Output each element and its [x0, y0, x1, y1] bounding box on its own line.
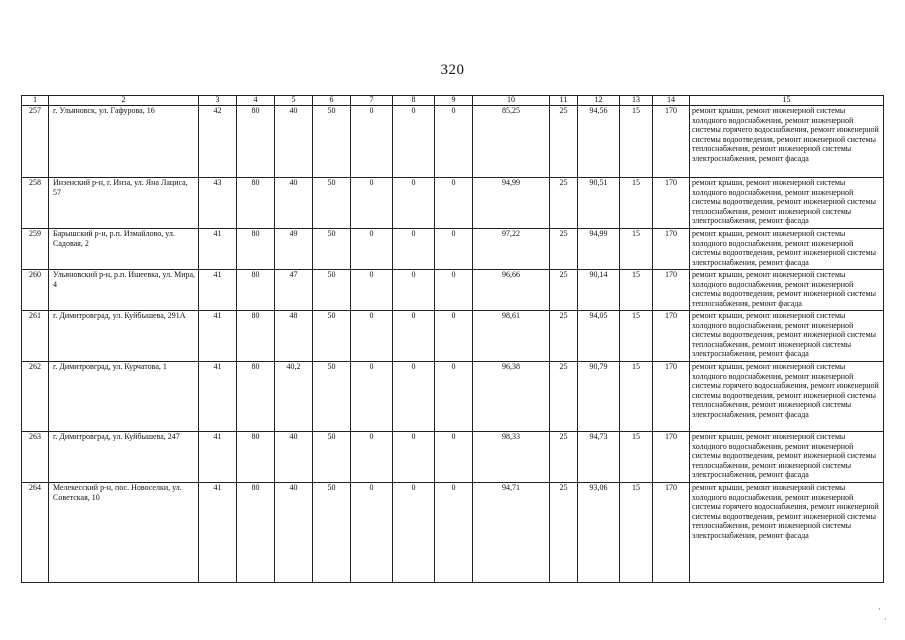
- table-row: [22, 432, 884, 483]
- value-cell: 42: [199, 106, 237, 178]
- value-cell: 98,33: [473, 432, 550, 483]
- value-cell: 0: [351, 311, 393, 362]
- value-cell: 50: [313, 362, 351, 432]
- scan-speck: ·: [878, 604, 881, 614]
- value-cell: 15: [620, 311, 653, 362]
- value-cell: 0: [393, 483, 435, 583]
- value-cell: 0: [435, 311, 473, 362]
- value-cell: 0: [393, 229, 435, 270]
- value-cell: 80: [237, 270, 275, 311]
- scan-speck: ·: [884, 614, 887, 624]
- value-cell: 47: [275, 270, 313, 311]
- value-cell: 97,22: [473, 229, 550, 270]
- value-cell: 96,38: [473, 362, 550, 432]
- value-cell: 0: [435, 106, 473, 178]
- value-cell: 41: [199, 270, 237, 311]
- value-cell: 0: [435, 483, 473, 583]
- column-header: 6: [313, 96, 351, 106]
- value-cell: 90,79: [578, 362, 620, 432]
- value-cell: 0: [393, 432, 435, 483]
- row-number: 261: [22, 311, 49, 362]
- value-cell: 0: [351, 178, 393, 229]
- column-header: 2: [49, 96, 199, 106]
- table-row: [22, 270, 884, 311]
- value-cell: 50: [313, 229, 351, 270]
- value-cell: 40: [275, 483, 313, 583]
- table-row: [22, 311, 884, 362]
- value-cell: 80: [237, 106, 275, 178]
- value-cell: 170: [653, 229, 690, 270]
- value-cell: 41: [199, 229, 237, 270]
- value-cell: 80: [237, 483, 275, 583]
- value-cell: 25: [550, 106, 578, 178]
- column-header: 11: [550, 96, 578, 106]
- value-cell: 49: [275, 229, 313, 270]
- value-cell: 25: [550, 229, 578, 270]
- value-cell: 94,73: [578, 432, 620, 483]
- column-header: 9: [435, 96, 473, 106]
- value-cell: 80: [237, 178, 275, 229]
- row-number: 257: [22, 106, 49, 178]
- value-cell: 94,71: [473, 483, 550, 583]
- value-cell: 15: [620, 106, 653, 178]
- value-cell: 15: [620, 270, 653, 311]
- repair-works-cell: ремонт крыши, ремонт инженерной системы холодного водоснабжения, ремонт инженерной системы горячего водоснабжения, ремонт инженерной системы водоотведения, ремонт инженерной системы теплоснабжения, ремонт инженерной системы электроснабжения, ремонт фасада: [690, 362, 884, 432]
- value-cell: 41: [199, 432, 237, 483]
- address-cell: г. Димитровград, ул. Куйбышева, 291А: [49, 311, 199, 362]
- value-cell: 40: [275, 432, 313, 483]
- repair-works-cell: ремонт крыши, ремонт инженерной системы холодного водоснабжения, ремонт инженерной системы горячего водоснабжения, ремонт инженерной системы водоотведения, ремонт инженерной системы теплоснабжения, ремонт инженерной системы электроснабжения, ремонт фасада: [690, 483, 884, 583]
- value-cell: 170: [653, 311, 690, 362]
- value-cell: 15: [620, 432, 653, 483]
- table-row: [22, 483, 884, 583]
- value-cell: 90,14: [578, 270, 620, 311]
- row-number: 258: [22, 178, 49, 229]
- value-cell: 25: [550, 483, 578, 583]
- value-cell: 0: [393, 178, 435, 229]
- value-cell: 80: [237, 432, 275, 483]
- row-number: 264: [22, 483, 49, 583]
- value-cell: 0: [351, 106, 393, 178]
- column-header: 12: [578, 96, 620, 106]
- address-cell: Барышский р-н, р.п. Измайлово, ул. Садовая, 2: [49, 229, 199, 270]
- value-cell: 170: [653, 483, 690, 583]
- repair-works-cell: ремонт крыши, ремонт инженерной системы холодного водоснабжения, ремонт инженерной системы водоотведения, ремонт инженерной системы теплоснабжения, ремонт инженерной системы электроснабжения, ремонт фасада: [690, 432, 884, 483]
- value-cell: 94,99: [473, 178, 550, 229]
- value-cell: 80: [237, 229, 275, 270]
- value-cell: 0: [393, 311, 435, 362]
- value-cell: 90,51: [578, 178, 620, 229]
- repair-register-table: [21, 95, 884, 583]
- value-cell: 0: [435, 178, 473, 229]
- value-cell: 85,25: [473, 106, 550, 178]
- value-cell: 0: [351, 270, 393, 311]
- address-cell: г. Ульяновск, ул. Гафурова, 16: [49, 106, 199, 178]
- value-cell: 0: [393, 270, 435, 311]
- value-cell: 41: [199, 483, 237, 583]
- row-number: 262: [22, 362, 49, 432]
- value-cell: 43: [199, 178, 237, 229]
- value-cell: 40: [275, 178, 313, 229]
- value-cell: 25: [550, 311, 578, 362]
- value-cell: 50: [313, 178, 351, 229]
- value-cell: 170: [653, 362, 690, 432]
- column-header: 7: [351, 96, 393, 106]
- table-row: [22, 106, 884, 178]
- value-cell: 40,2: [275, 362, 313, 432]
- value-cell: 0: [393, 106, 435, 178]
- value-cell: 41: [199, 311, 237, 362]
- value-cell: 25: [550, 178, 578, 229]
- value-cell: 48: [275, 311, 313, 362]
- value-cell: 15: [620, 178, 653, 229]
- repair-works-cell: ремонт крыши, ремонт инженерной системы холодного водоснабжения, ремонт инженерной системы водоотведения, ремонт инженерной системы теплоснабжения, ремонт инженерной системы электроснабжения, ремонт фасада: [690, 311, 884, 362]
- value-cell: 96,66: [473, 270, 550, 311]
- value-cell: 25: [550, 362, 578, 432]
- value-cell: 0: [435, 229, 473, 270]
- column-header: 5: [275, 96, 313, 106]
- repair-works-cell: ремонт крыши, ремонт инженерной системы холодного водоснабжения, ремонт инженерной системы водоотведения, ремонт инженерной системы теплоснабжения, ремонт фасада: [690, 270, 884, 311]
- row-number: 259: [22, 229, 49, 270]
- address-cell: г. Димитровград, ул. Куйбышева, 247: [49, 432, 199, 483]
- value-cell: 50: [313, 270, 351, 311]
- column-header: 3: [199, 96, 237, 106]
- value-cell: 0: [351, 362, 393, 432]
- row-number: 260: [22, 270, 49, 311]
- value-cell: 50: [313, 432, 351, 483]
- column-header: 8: [393, 96, 435, 106]
- column-header: 14: [653, 96, 690, 106]
- value-cell: 25: [550, 432, 578, 483]
- column-header: 10: [473, 96, 550, 106]
- address-cell: Ульяновский р-н, р.п. Ишеевка, ул. Мира, 4: [49, 270, 199, 311]
- value-cell: 0: [435, 362, 473, 432]
- value-cell: 170: [653, 106, 690, 178]
- value-cell: 170: [653, 432, 690, 483]
- column-header: 1: [22, 96, 49, 106]
- value-cell: 15: [620, 362, 653, 432]
- value-cell: 80: [237, 311, 275, 362]
- row-number: 263: [22, 432, 49, 483]
- value-cell: 50: [313, 311, 351, 362]
- value-cell: 94,56: [578, 106, 620, 178]
- value-cell: 93,06: [578, 483, 620, 583]
- value-cell: 80: [237, 362, 275, 432]
- column-header: 4: [237, 96, 275, 106]
- value-cell: 94,05: [578, 311, 620, 362]
- value-cell: 40: [275, 106, 313, 178]
- table-row: [22, 178, 884, 229]
- address-cell: Инзенский р-н, г. Инза, ул. Яна Лациса, 57: [49, 178, 199, 229]
- value-cell: 94,99: [578, 229, 620, 270]
- address-cell: Мелекесский р-н, пос. Новоселки, ул. Советская, 10: [49, 483, 199, 583]
- value-cell: 0: [435, 270, 473, 311]
- value-cell: 50: [313, 483, 351, 583]
- repair-works-cell: ремонт крыши, ремонт инженерной системы холодного водоснабжения, ремонт инженерной системы горячего водоснабжения, ремонт инженерной системы водоотведения, ремонт инженерной системы теплоснабжения, ремонт инженерной системы электроснабжения, ремонт фасада: [690, 106, 884, 178]
- table-row: [22, 362, 884, 432]
- value-cell: 0: [435, 432, 473, 483]
- header-row: [22, 96, 884, 106]
- value-cell: 50: [313, 106, 351, 178]
- value-cell: 25: [550, 270, 578, 311]
- value-cell: 170: [653, 270, 690, 311]
- column-header: 15: [690, 96, 884, 106]
- page-number: 320: [440, 62, 465, 78]
- column-header: 13: [620, 96, 653, 106]
- value-cell: 98,61: [473, 311, 550, 362]
- value-cell: 41: [199, 362, 237, 432]
- address-cell: г. Димитровград, ул. Курчатова, 1: [49, 362, 199, 432]
- value-cell: 15: [620, 229, 653, 270]
- value-cell: 170: [653, 178, 690, 229]
- value-cell: 0: [351, 432, 393, 483]
- value-cell: 15: [620, 483, 653, 583]
- repair-works-cell: ремонт крыши, ремонт инженерной системы холодного водоснабжения, ремонт инженерной системы водоотведения, ремонт инженерной системы теплоснабжения, ремонт инженерной системы электроснабжения, ремонт фасада: [690, 178, 884, 229]
- value-cell: 0: [351, 483, 393, 583]
- table-row: [22, 229, 884, 270]
- value-cell: 0: [393, 362, 435, 432]
- repair-works-cell: ремонт крыши, ремонт инженерной системы холодного водоснабжения, ремонт инженерной системы водоотведения, ремонт инженерной системы электроснабжения, ремонт фасада: [690, 229, 884, 270]
- value-cell: 0: [351, 229, 393, 270]
